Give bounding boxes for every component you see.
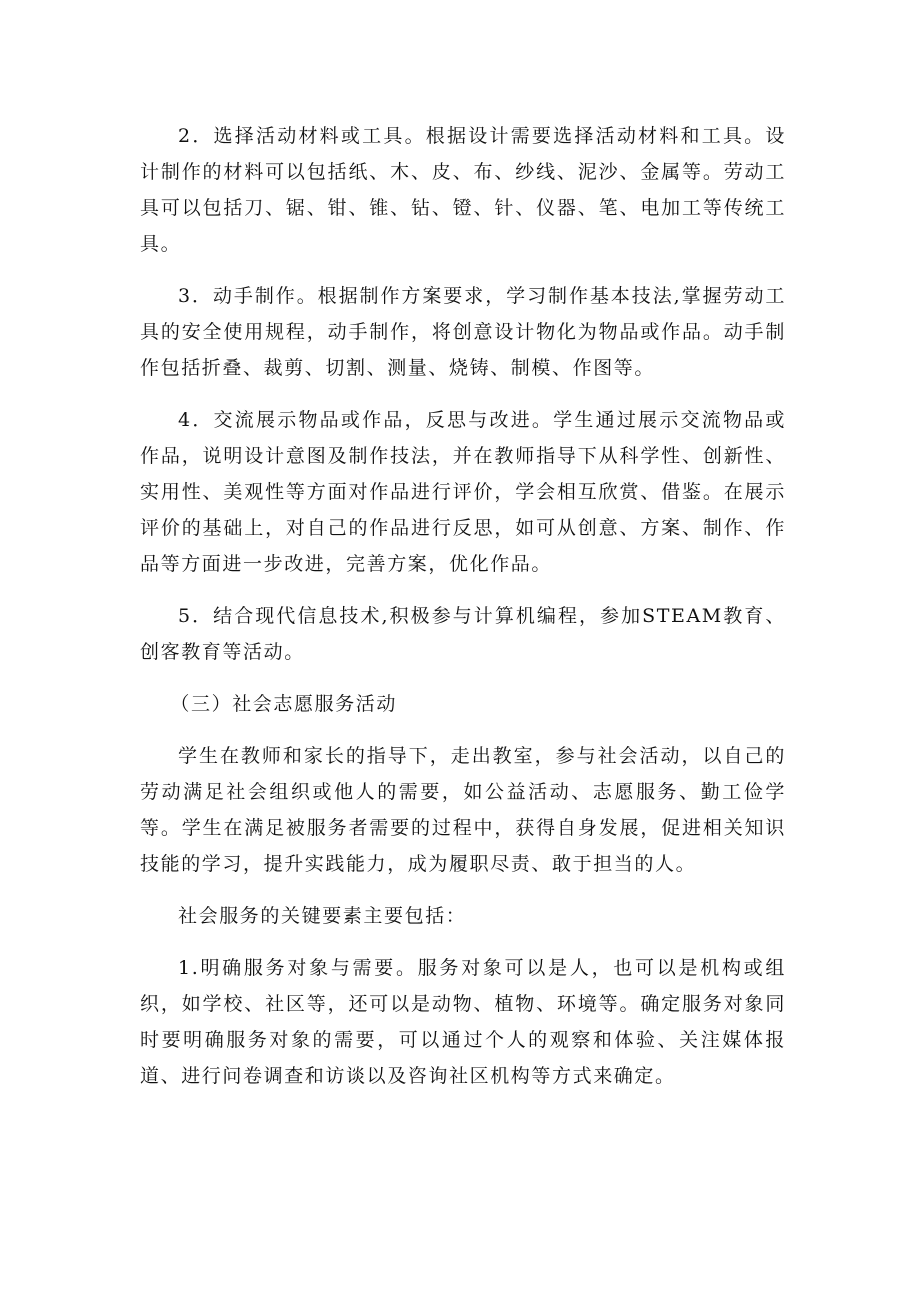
document-page <box>140 118 786 1110</box>
paragraph-element-1: 1.明确服务对象与需要。服务对象可以是人，也可以是机构或组织，如学校、社区等，还可以是动物、植物、环境等。确定服务对象同时要明确服务对象的需要，可以通过个人的观察和体验、关注媒体报道、进行问卷调查和访谈以及咨询社区机构等方式来确定。 <box>140 957 786 1087</box>
paragraph-key-elements: 社会服务的关键要素主要包括： <box>178 905 467 927</box>
paragraph-step-3: 3．动手制作。根据制作方案要求，学习制作基本技法,掌握劳动工具的安全使用规程，动手制作，将创意设计物化为物品或作品。动手制作包括折叠、裁剪、切割、测量、烧铸、制模、作图等。 <box>140 285 786 379</box>
paragraph-section-intro: 学生在教师和家长的指导下，走出教室，参与社会活动，以自己的劳动满足社会组织或他人的需要，如公益活动、志愿服务、勤工俭学等。学生在满足被服务者需要的过程中，获得自身发展，促进相关知识技能的学习，提升实践能力，成为履职尽责、敢于担当的人。 <box>140 745 786 875</box>
paragraph-step-2: 2．选择活动材料或工具。根据设计需要选择活动材料和工具。设计制作的材料可以包括纸、木、皮、布、纱线、泥沙、金属等。劳动工具可以包括刀、锯、钳、锥、钻、镫、针、仪器、笔、电加工等传统工具。 <box>140 125 786 255</box>
paragraph-step-5: 5．结合现代信息技术,积极参与计算机编程，参加STEAM教育、创客教育等活动。 <box>140 605 786 663</box>
section-heading: （三）社会志愿服务活动 <box>170 693 397 715</box>
paragraph-step-4: 4．交流展示物品或作品，反思与改进。学生通过展示交流物品或作品，说明设计意图及制作技法，并在教师指导下从科学性、创新性、实用性、美观性等方面对作品进行评价，学会相互欣赏、借鉴。在展示评价的基础上，对自己的作品进行反思，如可从创意、方案、制作、作品等方面进一步改进，完善方案，优化作品。 <box>140 409 786 575</box>
